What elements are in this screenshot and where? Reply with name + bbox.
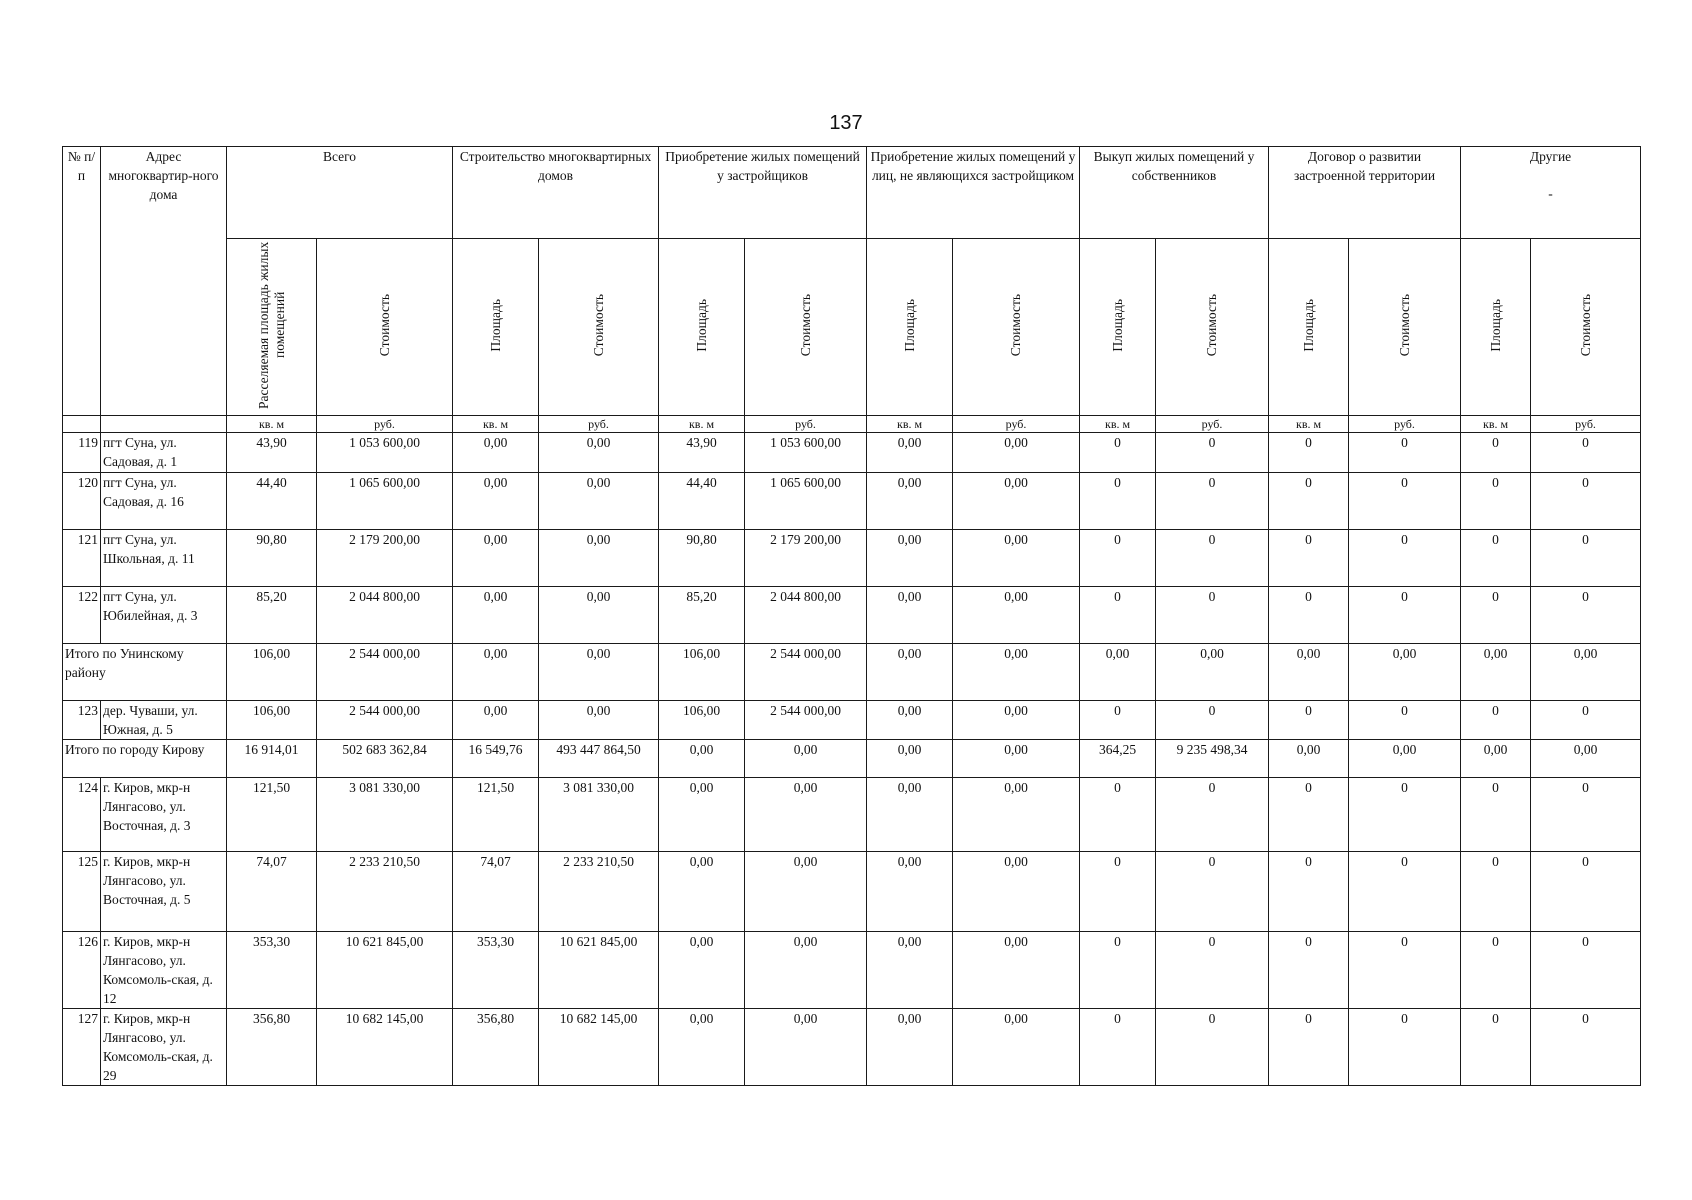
subcol-contract-cost: Стоимость — [1349, 239, 1461, 416]
area-cell: 85,20 — [659, 587, 745, 644]
area-cell: 0,00 — [453, 701, 539, 740]
cost-cell: 2 544 000,00 — [317, 644, 453, 701]
cost-cell: 0 — [1531, 1009, 1641, 1086]
area-cell: 0,00 — [867, 587, 953, 644]
subcol-contract-area: Площадь — [1269, 239, 1349, 416]
area-cell: 106,00 — [659, 701, 745, 740]
cost-cell: 0 — [1349, 852, 1461, 932]
area-cell: 0 — [1269, 778, 1349, 852]
area-cell: 0,00 — [659, 932, 745, 1009]
cost-cell: 3 081 330,00 — [317, 778, 453, 852]
row-number: 124 — [63, 778, 101, 852]
area-cell: 0,00 — [867, 740, 953, 778]
cost-cell: 0 — [1531, 932, 1641, 1009]
subcol-non-developers-cost: Стоимость — [953, 239, 1080, 416]
resettlement-table — [62, 146, 1641, 1086]
cost-cell: 1 053 600,00 — [745, 433, 867, 473]
cost-cell: 0 — [1531, 433, 1641, 473]
cost-cell: 0,00 — [1531, 740, 1641, 778]
area-cell: 0 — [1080, 1009, 1156, 1086]
cost-cell: 0 — [1531, 778, 1641, 852]
cost-cell: 0,00 — [539, 433, 659, 473]
unit-cell: кв. м — [453, 416, 539, 433]
area-cell: 0 — [1080, 433, 1156, 473]
area-cell: 0 — [1080, 530, 1156, 587]
cost-cell: 1 053 600,00 — [317, 433, 453, 473]
area-cell: 0,00 — [453, 587, 539, 644]
subtotal-label: Итого по городу Кирову — [63, 740, 227, 778]
cost-cell: 0,00 — [539, 587, 659, 644]
area-cell: 121,50 — [227, 778, 317, 852]
cost-cell: 502 683 362,84 — [317, 740, 453, 778]
row-address: пгт Суна, ул. Юбилейная, д. 3 — [101, 587, 227, 644]
header-num: № п/п — [63, 147, 101, 416]
cost-cell: 0 — [1156, 433, 1269, 473]
header-construction: Строительство многоквартирных домов — [453, 147, 659, 239]
cost-cell: 2 044 800,00 — [745, 587, 867, 644]
header-others — [1461, 147, 1641, 239]
cost-cell: 0 — [1156, 852, 1269, 932]
header-others-label: Другие — [1529, 149, 1572, 164]
header-others-dash: - — [1548, 186, 1553, 201]
cost-cell: 0 — [1156, 932, 1269, 1009]
subcol-construction-cost: Стоимость — [539, 239, 659, 416]
row-number: 126 — [63, 932, 101, 1009]
cost-cell: 2 544 000,00 — [317, 701, 453, 740]
area-cell: 0,00 — [659, 740, 745, 778]
area-cell: 106,00 — [659, 644, 745, 701]
area-cell: 0 — [1269, 932, 1349, 1009]
cost-cell: 0 — [1349, 932, 1461, 1009]
subcol-construction-area: Площадь — [453, 239, 539, 416]
area-cell: 0 — [1080, 852, 1156, 932]
unit-cell: кв. м — [867, 416, 953, 433]
subcol-developers-area: Площадь — [659, 239, 745, 416]
subcol-non-developers-area: Площадь — [867, 239, 953, 416]
table-row — [63, 932, 1641, 1009]
units-row — [63, 416, 1641, 433]
area-cell: 0 — [1461, 1009, 1531, 1086]
table-body — [63, 433, 1641, 1086]
row-number: 121 — [63, 530, 101, 587]
cost-cell: 0,00 — [745, 932, 867, 1009]
area-cell: 16 914,01 — [227, 740, 317, 778]
table-row — [63, 701, 1641, 740]
cost-cell: 0,00 — [745, 852, 867, 932]
cost-cell: 0,00 — [745, 740, 867, 778]
table-row — [63, 473, 1641, 530]
subtotal-row — [63, 644, 1641, 701]
row-address: г. Киров, мкр-н Лянгасово, ул. Комсомоль-ская, д. 29 — [101, 1009, 227, 1086]
cost-cell: 0,00 — [1349, 644, 1461, 701]
cost-cell: 0 — [1349, 433, 1461, 473]
cost-cell: 0,00 — [745, 778, 867, 852]
cost-cell: 2 544 000,00 — [745, 701, 867, 740]
area-cell: 0 — [1461, 701, 1531, 740]
cost-cell: 0,00 — [953, 740, 1080, 778]
page-number: 137 — [829, 112, 863, 134]
row-address: г. Киров, мкр-н Лянгасово, ул. Восточная, д. 5 — [101, 852, 227, 932]
cost-cell: 493 447 864,50 — [539, 740, 659, 778]
area-cell: 90,80 — [659, 530, 745, 587]
cost-cell: 0 — [1531, 852, 1641, 932]
subtotal-row — [63, 740, 1641, 778]
area-cell: 44,40 — [659, 473, 745, 530]
area-cell: 0 — [1269, 852, 1349, 932]
area-cell: 0 — [1461, 778, 1531, 852]
subcol-buyout-area: Площадь — [1080, 239, 1156, 416]
subtotal-label: Итого по Унинскому району — [63, 644, 227, 701]
cost-cell: 0,00 — [953, 587, 1080, 644]
cost-cell: 10 682 145,00 — [317, 1009, 453, 1086]
table-row — [63, 778, 1641, 852]
area-cell: 106,00 — [227, 701, 317, 740]
area-cell: 0 — [1269, 587, 1349, 644]
area-cell: 0,00 — [867, 530, 953, 587]
unit-cell: кв. м — [659, 416, 745, 433]
cost-cell: 0,00 — [1531, 644, 1641, 701]
area-cell: 0,00 — [453, 644, 539, 701]
area-cell: 0,00 — [867, 778, 953, 852]
area-cell: 85,20 — [227, 587, 317, 644]
header-purchase-developers: Приобретение жилых помещений у застройщиков — [659, 147, 867, 239]
cost-cell: 0 — [1531, 587, 1641, 644]
header-subcol-row — [63, 239, 1641, 416]
cost-cell: 2 544 000,00 — [745, 644, 867, 701]
cost-cell: 9 235 498,34 — [1156, 740, 1269, 778]
row-number: 123 — [63, 701, 101, 740]
area-cell: 43,90 — [659, 433, 745, 473]
area-cell: 0,00 — [867, 932, 953, 1009]
header-buyout: Выкуп жилых помещений у собственников — [1080, 147, 1269, 239]
area-cell: 90,80 — [227, 530, 317, 587]
area-cell: 16 549,76 — [453, 740, 539, 778]
header-purchase-non-developers: Приобретение жилых помещений у лиц, не являющихся застройщиком — [867, 147, 1080, 239]
cost-cell: 0,00 — [953, 530, 1080, 587]
cost-cell: 1 065 600,00 — [317, 473, 453, 530]
area-cell: 0,00 — [453, 433, 539, 473]
cost-cell: 2 179 200,00 — [745, 530, 867, 587]
area-cell: 0 — [1080, 701, 1156, 740]
area-cell: 44,40 — [227, 473, 317, 530]
area-cell: 0,00 — [867, 433, 953, 473]
area-cell: 364,25 — [1080, 740, 1156, 778]
unit-cell: руб. — [953, 416, 1080, 433]
subcol-buyout-cost: Стоимость — [1156, 239, 1269, 416]
header-development-contract: Договор о развитии застроенной территории — [1269, 147, 1461, 239]
cost-cell: 0,00 — [539, 644, 659, 701]
area-cell: 0 — [1269, 701, 1349, 740]
row-address: дер. Чуваши, ул. Южная, д. 5 — [101, 701, 227, 740]
cost-cell: 10 621 845,00 — [317, 932, 453, 1009]
cost-cell: 0,00 — [953, 1009, 1080, 1086]
area-cell: 0 — [1080, 932, 1156, 1009]
cost-cell: 2 233 210,50 — [539, 852, 659, 932]
unit-blank — [63, 416, 101, 433]
cost-cell: 0,00 — [953, 433, 1080, 473]
subcol-others-area: Площадь — [1461, 239, 1531, 416]
area-cell: 0 — [1461, 852, 1531, 932]
area-cell: 0 — [1080, 587, 1156, 644]
unit-cell: кв. м — [1080, 416, 1156, 433]
row-number: 120 — [63, 473, 101, 530]
area-cell: 0,00 — [1269, 644, 1349, 701]
cost-cell: 0,00 — [745, 1009, 867, 1086]
area-cell: 0,00 — [453, 530, 539, 587]
cost-cell: 0 — [1156, 778, 1269, 852]
area-cell: 121,50 — [453, 778, 539, 852]
area-cell: 356,80 — [453, 1009, 539, 1086]
table-row — [63, 852, 1641, 932]
header-address: Адрес многоквартир-ного дома — [101, 147, 227, 416]
header-total: Всего — [227, 147, 453, 239]
area-cell: 0,00 — [659, 852, 745, 932]
area-cell: 106,00 — [227, 644, 317, 701]
area-cell: 0,00 — [867, 644, 953, 701]
area-cell: 0 — [1269, 433, 1349, 473]
cost-cell: 0,00 — [953, 701, 1080, 740]
area-cell: 0,00 — [659, 1009, 745, 1086]
cost-cell: 2 044 800,00 — [317, 587, 453, 644]
row-number: 119 — [63, 433, 101, 473]
unit-cell: руб. — [317, 416, 453, 433]
row-number: 125 — [63, 852, 101, 932]
subcol-others-cost: Стоимость — [1531, 239, 1641, 416]
cost-cell: 2 179 200,00 — [317, 530, 453, 587]
unit-cell: руб. — [539, 416, 659, 433]
area-cell: 0 — [1461, 530, 1531, 587]
unit-cell: руб. — [1531, 416, 1641, 433]
area-cell: 0 — [1461, 587, 1531, 644]
cost-cell: 0 — [1349, 701, 1461, 740]
row-address: пгт Суна, ул. Школьная, д. 11 — [101, 530, 227, 587]
cost-cell: 0 — [1156, 473, 1269, 530]
subcol-developers-cost: Стоимость — [745, 239, 867, 416]
unit-cell: руб. — [1349, 416, 1461, 433]
table-row — [63, 530, 1641, 587]
cost-cell: 0 — [1349, 778, 1461, 852]
cost-cell: 0,00 — [953, 932, 1080, 1009]
row-number: 127 — [63, 1009, 101, 1086]
cost-cell: 0 — [1349, 530, 1461, 587]
cost-cell: 0,00 — [539, 701, 659, 740]
area-cell: 0 — [1269, 1009, 1349, 1086]
area-cell: 0,00 — [1461, 740, 1531, 778]
cost-cell: 1 065 600,00 — [745, 473, 867, 530]
table-row — [63, 433, 1641, 473]
unit-cell: кв. м — [227, 416, 317, 433]
row-address: пгт Суна, ул. Садовая, д. 16 — [101, 473, 227, 530]
area-cell: 0 — [1269, 473, 1349, 530]
table-row — [63, 1009, 1641, 1086]
cost-cell: 0,00 — [539, 473, 659, 530]
area-cell: 0,00 — [1269, 740, 1349, 778]
cost-cell: 0 — [1156, 701, 1269, 740]
cost-cell: 0 — [1156, 530, 1269, 587]
area-cell: 0 — [1080, 473, 1156, 530]
subcol-total-cost: Стоимость — [317, 239, 453, 416]
unit-cell: руб. — [1156, 416, 1269, 433]
cost-cell: 0,00 — [1156, 644, 1269, 701]
cost-cell: 0 — [1531, 701, 1641, 740]
cost-cell: 0,00 — [539, 530, 659, 587]
header-group-row — [63, 147, 1641, 239]
cost-cell: 0,00 — [953, 778, 1080, 852]
unit-cell: руб. — [745, 416, 867, 433]
area-cell: 0,00 — [867, 473, 953, 530]
row-address: г. Киров, мкр-н Лянгасово, ул. Восточная, д. 3 — [101, 778, 227, 852]
area-cell: 353,30 — [227, 932, 317, 1009]
area-cell: 0 — [1461, 433, 1531, 473]
cost-cell: 0 — [1349, 473, 1461, 530]
cost-cell: 0,00 — [953, 644, 1080, 701]
area-cell: 0,00 — [867, 1009, 953, 1086]
cost-cell: 10 621 845,00 — [539, 932, 659, 1009]
area-cell: 0 — [1080, 778, 1156, 852]
cost-cell: 0 — [1349, 1009, 1461, 1086]
area-cell: 353,30 — [453, 932, 539, 1009]
area-cell: 0,00 — [867, 852, 953, 932]
unit-blank — [101, 416, 227, 433]
unit-cell: кв. м — [1461, 416, 1531, 433]
cost-cell: 0 — [1156, 1009, 1269, 1086]
row-address: г. Киров, мкр-н Лянгасово, ул. Комсомоль-ская, д. 12 — [101, 932, 227, 1009]
cost-cell: 10 682 145,00 — [539, 1009, 659, 1086]
row-number: 122 — [63, 587, 101, 644]
area-cell: 356,80 — [227, 1009, 317, 1086]
area-cell: 0 — [1269, 530, 1349, 587]
row-address: пгт Суна, ул. Садовая, д. 1 — [101, 433, 227, 473]
cost-cell: 0 — [1349, 587, 1461, 644]
area-cell: 0 — [1461, 932, 1531, 1009]
cost-cell: 0,00 — [1349, 740, 1461, 778]
table-row — [63, 587, 1641, 644]
cost-cell: 0,00 — [953, 473, 1080, 530]
area-cell: 74,07 — [453, 852, 539, 932]
cost-cell: 0,00 — [953, 852, 1080, 932]
cost-cell: 3 081 330,00 — [539, 778, 659, 852]
cost-cell: 0 — [1531, 530, 1641, 587]
area-cell: 0,00 — [659, 778, 745, 852]
area-cell: 0,00 — [1461, 644, 1531, 701]
cost-cell: 0 — [1531, 473, 1641, 530]
area-cell: 74,07 — [227, 852, 317, 932]
area-cell: 0 — [1461, 473, 1531, 530]
area-cell: 0,00 — [1080, 644, 1156, 701]
area-cell: 0,00 — [867, 701, 953, 740]
subcol-total-area: Расселяемая площадь жилых помещений — [227, 239, 317, 416]
area-cell: 0,00 — [453, 473, 539, 530]
unit-cell: кв. м — [1269, 416, 1349, 433]
cost-cell: 0 — [1156, 587, 1269, 644]
area-cell: 43,90 — [227, 433, 317, 473]
cost-cell: 2 233 210,50 — [317, 852, 453, 932]
